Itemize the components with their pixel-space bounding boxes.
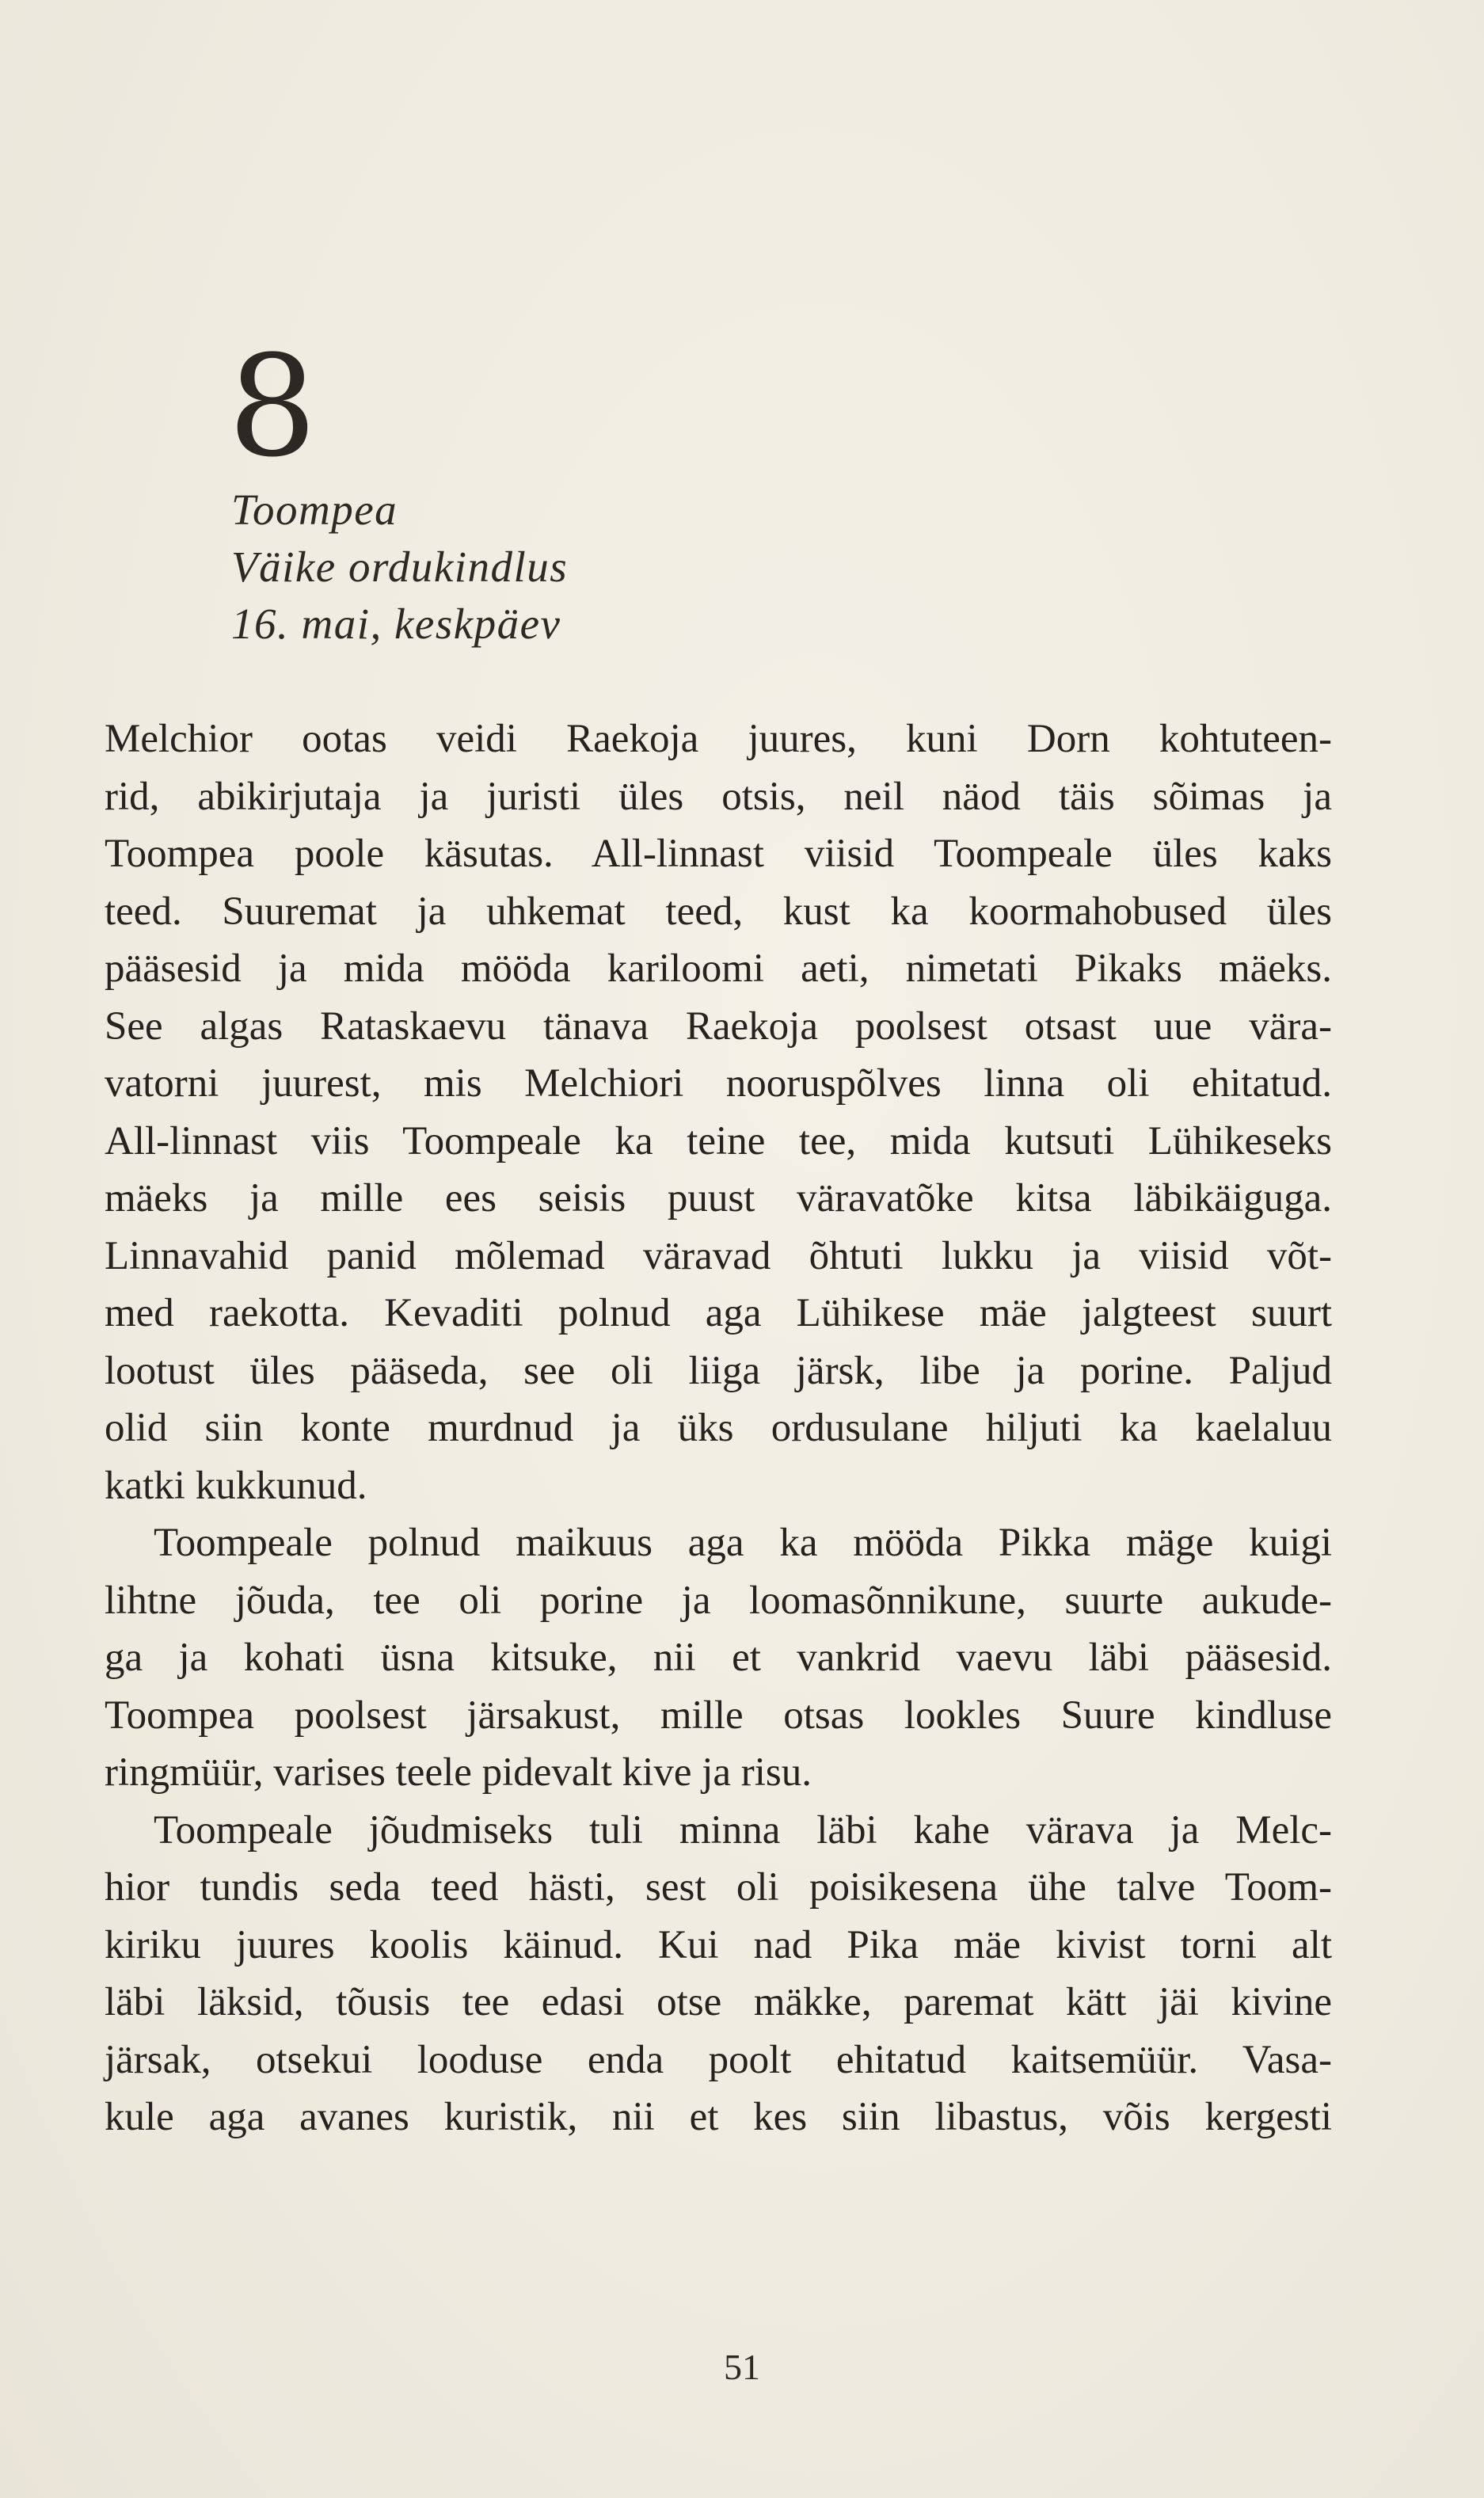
text-line: Melchior ootas veidi Raekoja juures, kuni Dorn kohtuteen- (105, 717, 1332, 761)
text-line: vatorni juurest, mis Melchiori nooruspõlves linna oli ehitatud. (105, 1061, 1332, 1106)
text-line: Toompeale jõudmiseks tuli minna läbi kahe värava ja Melc- (154, 1807, 1332, 1853)
text-line: läbi läksid, tõusis tee edasi otse mäkke, paremat kätt jäi kivine (105, 1980, 1332, 2024)
text-line: teed. Suuremat ja uhkemat teed, kust ka koormahobused üles (105, 889, 1332, 934)
text-line: ga ja kohati üsna kitsuke, nii et vankrid vaevu läbi pääsesid. (105, 1636, 1332, 1680)
text-line: med raekotta. Kevaditi polnud aga Lühikese mäe jalgteest suurt (105, 1291, 1332, 1335)
text-line: See algas Rataskaevu tänava Raekoja poolsest otsast uue vära- (105, 1003, 1332, 1049)
text-line: Toompea poolsest järsakust, mille otsas lookles Suure kindluse (105, 1693, 1332, 1738)
text-line: lihtne jõuda, tee oli porine ja loomasõnnikune, suurte aukude- (105, 1578, 1332, 1623)
chapter-place: Väike ordukindlus (231, 543, 569, 591)
text-line: järsak, otsekui looduse enda poolt ehitatud kaitsemüür. Vasa- (105, 2037, 1332, 2082)
text-line: Linnavahid panid mõlemad väravad õhtuti lukku ja viisid võt- (105, 1233, 1332, 1278)
text-line: kule aga avanes kuristik, nii et kes siin libastus, võis kergesti (105, 2095, 1332, 2139)
chapter-number: 8 (228, 326, 317, 488)
page-number: 51 (724, 2347, 760, 2387)
text-line: lootust üles pääseda, see oli liiga järsk, libe ja porine. Paljud (105, 1348, 1332, 1393)
text-line: rid, abikirjutaja ja juristi üles otsis, neil nӓod täis sõimas ja (105, 774, 1332, 819)
paragraph (105, 1802, 1332, 2146)
text-line: All-linnast viis Toompeale ka teine tee, mida kutsuti Lühikeseks (105, 1118, 1332, 1163)
chapter-heading (231, 482, 568, 653)
text-line: Toompea poole käsutas. All-linnast viisid Toompeale üles kaks (105, 832, 1332, 876)
text-line: pääsesid ja mida mööda kariloomi aeti, nimetati Pikaks mäeks. (105, 946, 1332, 991)
body-text (105, 710, 1332, 2146)
text-line: Toompeale polnud maikuus aga ka mööda Pikka mäge kuigi (154, 1521, 1332, 1565)
paragraph (105, 710, 1332, 1514)
text-line: kiriku juures koolis käinud. Kui nad Pika mäe kivist torni alt (105, 1922, 1332, 1967)
text-line: mäeks ja mille ees seisis puust väravatõke kitsa läbikäiguga. (105, 1176, 1332, 1220)
text-line: katki kukkunud. (105, 1463, 367, 1508)
paragraph (105, 1514, 1332, 1802)
chapter-location: Toompea (231, 486, 398, 534)
text-line: olid siin konte murdnud ja üks ordusulane hiljuti ka kaelaluu (105, 1406, 1332, 1450)
text-line: hior tundis seda teed hästi, sest oli poisikesena ühe talve Toom- (105, 1865, 1332, 1910)
chapter-date: 16. mai, keskpäev (231, 600, 561, 648)
text-line: ringmüür, varises teele pidevalt kive ja risu. (105, 1750, 812, 1795)
